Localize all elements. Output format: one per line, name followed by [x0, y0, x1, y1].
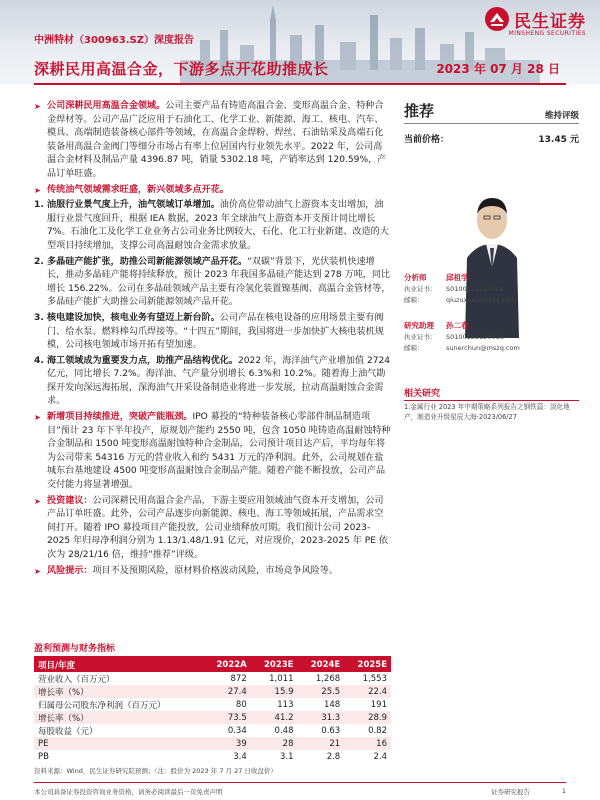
bullet-arrow-icon: ➤	[34, 102, 41, 111]
page-number: 1	[561, 787, 566, 795]
email-label: 邮箱：	[404, 296, 424, 304]
paragraph-heading: 新增项目持续推进，突破产能瓶颈。	[47, 412, 193, 423]
table-cell: 25.5	[297, 685, 344, 698]
rating-value: 推荐	[404, 102, 435, 120]
list-item-nuclear	[34, 312, 391, 353]
paragraph-heading: 传统油气领域需求旺盛，新兴领域多点开花。	[47, 184, 229, 195]
table-cell: 2.8	[326, 751, 341, 762]
table-cell: 41.2	[251, 711, 298, 724]
table-header: 项目/年度	[34, 657, 203, 672]
analyst-block-1	[404, 272, 579, 305]
table-cell: 1,268	[315, 673, 341, 684]
header-rule	[34, 83, 566, 85]
table-cell: 归属母公司股东净利润（百万元）	[38, 700, 166, 711]
analyst-row	[404, 342, 579, 353]
list-item-oil	[34, 199, 391, 253]
list-heading: 多晶硅产能扩张，助推公司新能源领域产品开花。	[47, 256, 248, 267]
analyst-role: 分析师	[404, 273, 427, 282]
analyst-row	[404, 283, 579, 294]
analyst-row	[404, 331, 579, 342]
analyst-row	[404, 272, 579, 283]
table-cell: 3.4	[233, 751, 247, 762]
table-cell: 27.4	[203, 685, 251, 698]
table-cell: 0.63	[321, 725, 341, 736]
email-value[interactable]: qiuzuxue@mszq.com	[446, 295, 516, 304]
table-cell: 28	[251, 737, 298, 750]
list-body: “双碳”背景下，光伏装机快速增长，推动多晶硅产能将持续释放，预计 2023 年我国多晶硅产能达到 278 万吨，同比增长 156.22%。公司在多晶硅领域产品主要有冷氢化装置镍基阀、高温合金管材等，多晶硅产能扩大助推公司新能源领域产品开花。	[47, 256, 391, 308]
paragraph-risk	[34, 565, 391, 579]
list-heading: 核电建设加快，核电业务有望迈上新台阶。	[47, 312, 220, 323]
table-cell: 872	[230, 673, 247, 684]
table-header: 2025E	[344, 657, 391, 672]
paragraph-overview	[34, 100, 391, 182]
analyst-role: 研究助理	[404, 321, 434, 330]
report-title: 深耕民用高温合金，下游多点开花助推成长	[34, 60, 329, 78]
list-heading: 油服行业景气度上升，油气领域订单增加。	[47, 200, 220, 211]
table-cell: 2.4	[373, 751, 387, 762]
table-row	[34, 698, 391, 711]
logo-english: MINSHENG SECURITIES	[508, 30, 586, 37]
table-cell: 每股收益（元）	[38, 726, 98, 737]
table-header: 2022A	[203, 657, 251, 672]
table-row	[34, 737, 391, 750]
analyst-name: 孙二春	[446, 321, 469, 330]
table-cell: 0.48	[274, 725, 294, 736]
paragraph-body: 项目不及预期风险，原材料价格波动风险，市场竞争风险等。	[92, 565, 339, 576]
sidebar	[404, 100, 579, 352]
footer-disclaimer: 本公司具备证券投资咨询业务资格，请务必阅读最后一页免责声明	[34, 788, 223, 796]
table-cell: 0.82	[368, 725, 387, 736]
table-cell: 73.5	[203, 711, 251, 724]
table-header: 2023E	[251, 657, 298, 672]
list-number: 1.	[34, 200, 44, 211]
cert-value: S0100122120036	[446, 332, 504, 341]
related-research-link[interactable]: 1.金属行业 2023 年中期策略系列报告之钢铁篇：淡化地产，制造业升级星辰大海-2023/06/27	[404, 403, 570, 421]
list-body: 公司产品在核电设备的应用场景主要有阀门、给水泵、燃料棒勾爪焊接等。“十四五”期间，我国将进一步加快扩大核电装机规模，公司核电领域市场开拓有望加速。	[47, 312, 384, 351]
table-cell: 1,553	[362, 673, 387, 684]
list-item-offshore	[34, 355, 391, 409]
analyst-row	[404, 320, 579, 331]
table-cell: PB	[38, 751, 49, 762]
table-row	[34, 711, 391, 724]
analyst-photo	[457, 188, 527, 338]
table-cell: 148	[323, 699, 341, 710]
list-heading: 海工领域成为重要发力点，助推产品结构优化。	[47, 355, 238, 366]
paragraph-projects	[34, 411, 391, 493]
paragraph-investment	[34, 495, 391, 563]
analyst-name: 邱祖学	[446, 273, 469, 282]
paragraph-body: IPO 募投的“特种装备核心零部件制品制造项目”预计 23 年下半年投产，原规划产能约 2550 吨，包含 1050 吨铸造高温耐蚀特种合金制品和 1500 吨变形高温耐蚀特种合金制品，公司预计项目达产后，平均每年将为公司带来 54316 万元的营业收入和约 5431 万元的净利润。此外，公司规划在盐城东台基地建设 4500 吨变形高温耐蚀合金制品产能。随着产能不断投放，公司产品交付能力将显著增强。	[47, 412, 391, 491]
bullet-arrow-icon: ➤	[34, 185, 41, 195]
table-cell: 15.9	[251, 685, 298, 698]
cert-label: 执业证书：	[404, 285, 437, 293]
table-header-row	[34, 657, 391, 672]
bullet-arrow-icon: ➤	[34, 566, 41, 576]
logo-mark-icon	[484, 6, 510, 32]
company-logo	[484, 6, 586, 37]
paragraph-heading: 公司深耕民用高温合金领域。	[47, 101, 166, 111]
analyst-row	[404, 294, 579, 305]
table-source: 资料来源：Wind，民生证券研究院预测；（注：股价为 2023 年 7 月 27 日收盘价）	[34, 767, 277, 775]
paragraph-body: 公司深耕民用高温合金产品，下游主要应用领域油气资本开支增加，公司产品订单旺盛。此外，公司产品逐步向新能源、核电、海工等领域拓展，产品需求空间打开。随着 IPO 募投项目产能投放，公司业绩释放可期。我们预计公司 2023-2025 年归母净利润分别为 1.13/1.48/1.91 亿元，对应现价，2023-2025 年 PE 依次为 28/21/16 倍，维持“推荐”评级。	[47, 495, 388, 560]
table-cell: 191	[370, 699, 387, 710]
related-research-title: 相关研究	[404, 386, 579, 401]
logo-text: 民生证券	[514, 11, 586, 32]
main-content	[34, 100, 391, 580]
financial-table-section	[34, 641, 391, 775]
table-row	[34, 724, 391, 737]
paragraph-heading: 风险提示：	[47, 565, 93, 576]
list-body: 2022 年，海洋油气产业增加值 2724 亿元，同比增长 7.2%。海洋油、气产量分别增长 6.3%和 10.2%。随着海上油气勘探开发向深远海拓展，深海油气开采设备制造业将进一步发展，拉动高温耐蚀合金需求。	[47, 355, 391, 407]
financial-table	[34, 657, 391, 763]
price-label: 当前价格：	[404, 135, 450, 145]
rating-label: 维持评级	[544, 111, 579, 121]
list-body: 油价高位带动油气上游资本支出增加，油服行业景气度回升，根据 IEA 数据，2023 年全球油气上游资本开支预计同比增长 7%。石油化工及化学工业业务占公司业务比例较大，石化、化工行业新建、改造的大型项目持续增加，支撑公司高温耐蚀合金需求放量。	[47, 200, 389, 251]
table-cell: 增长率（%）	[34, 685, 203, 698]
bullet-arrow-icon: ➤	[34, 413, 41, 423]
table-header: 2024E	[297, 657, 344, 672]
bullet-arrow-icon: ➤	[34, 496, 41, 506]
list-number: 2.	[34, 256, 44, 267]
table-cell: 增长率（%）	[34, 711, 203, 724]
list-number: 4.	[34, 355, 44, 366]
price-row	[404, 132, 579, 145]
table-cell: 21	[297, 737, 344, 750]
table-cell: 营业收入（百万元）	[38, 674, 115, 685]
table-title: 盈利预测与财务指标	[34, 641, 391, 657]
cert-label: 执业证书：	[404, 333, 437, 341]
email-label: 邮箱：	[404, 344, 424, 352]
analyst-block-2	[404, 320, 579, 353]
footer-rule	[34, 782, 566, 783]
list-number: 3.	[34, 312, 44, 323]
table-cell: PE	[34, 737, 203, 750]
table-row	[34, 685, 391, 698]
table-row	[34, 672, 391, 685]
paragraph-demand	[34, 184, 391, 198]
table-cell: 1,011	[269, 673, 294, 684]
paragraph-body: 公司主要产品有铸造高温合金、变形高温合金、特种合金焊材等。公司产品广泛应用于石油化工、化学工业、新能源、海工、核电、汽车、模具、高端制造装备核心部件等领域，在高温合金焊粉、焊丝、石油钻采及高端石化装备用高温合金阀门等细分市场占有率上位居国内行业领先水平。2022 年，公司高温合金材料及制品产量 4396.87 吨，销量 5302.18 吨，产销率达到 120.59%，产品订单旺盛。	[47, 101, 387, 179]
table-cell: 3.1	[279, 751, 294, 762]
cert-value: S0100521120001	[446, 284, 504, 293]
email-value[interactable]: sunerchun@mszq.com	[446, 343, 520, 352]
rating-row	[404, 100, 579, 124]
table-cell: 80	[235, 699, 247, 710]
price-value: 13.45 元	[538, 135, 579, 145]
footer-label: 证券研究报告	[491, 788, 530, 796]
table-cell: 39	[203, 737, 251, 750]
table-cell: 22.4	[344, 685, 391, 698]
table-row	[34, 750, 391, 763]
table-cell: 16	[344, 737, 391, 750]
table-cell: 28.9	[344, 711, 391, 724]
list-item-polysilicon	[34, 256, 391, 310]
paragraph-heading: 投资建议：	[47, 495, 93, 506]
table-cell: 113	[277, 699, 294, 710]
table-cell: 0.34	[227, 725, 247, 736]
stock-code: 中洲特材（300963.SZ）深度报告	[34, 35, 194, 46]
table-cell: 31.3	[297, 711, 344, 724]
report-date: 2023 年 07 月 28 日	[436, 62, 560, 76]
